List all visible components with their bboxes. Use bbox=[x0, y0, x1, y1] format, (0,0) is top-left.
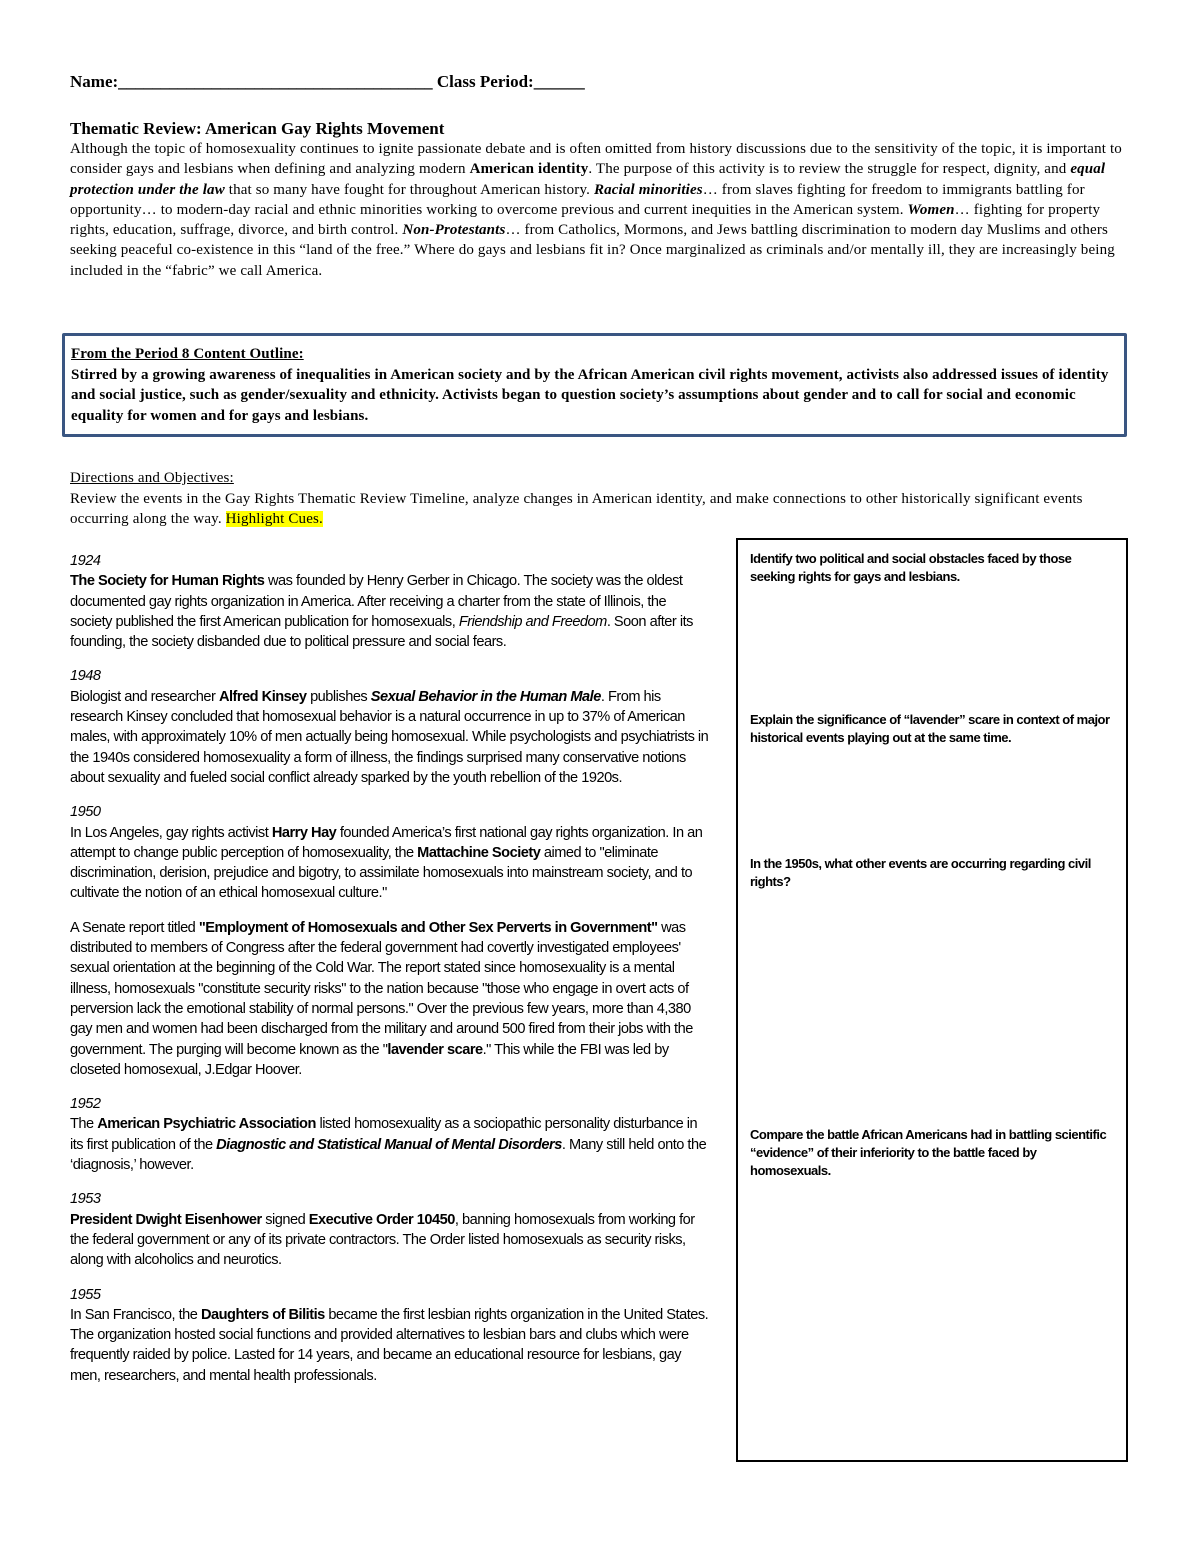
entry-text: President Dwight Eisenhower signed Executive Order 10450, banning homosexuals from working for the federal government or any of its private contractors. The Order listed homosexuals as security risks, along with alcoholics and neurotics. bbox=[70, 1211, 695, 1269]
question-3: In the 1950s, what other events are occurring regarding civil rights? bbox=[750, 856, 1091, 889]
timeline-entry-1924 bbox=[70, 551, 710, 652]
entry-year: 1948 bbox=[70, 668, 101, 685]
question-1: Identify two political and social obstacles faced by those seeking rights for gays and lesbians. bbox=[750, 551, 1072, 584]
name-blank[interactable]: _____________________________________ bbox=[118, 72, 433, 91]
timeline-entry-1953 bbox=[70, 1189, 710, 1270]
question-2: Explain the significance of “lavender” scare in context of major historical events playing out at the same time. bbox=[750, 712, 1110, 745]
entry-text: The American Psychiatric Association listed homosexuality as a sociopathic personality disturbance in its first publication of the Diagnostic and Statistical Manual of Mental Disorders. Many still held onto the ‘diagnosis,’ however. bbox=[70, 1116, 707, 1174]
entry-year: 1955 bbox=[70, 1286, 101, 1303]
questions-box[interactable] bbox=[736, 538, 1128, 1462]
highlight-cues: Highlight Cues. bbox=[225, 511, 323, 527]
directions-heading: Directions and Objectives: bbox=[70, 470, 234, 486]
entry-year: 1950 bbox=[70, 804, 101, 821]
content-outline-heading: From the Period 8 Content Outline: bbox=[71, 346, 304, 362]
class-period-blank[interactable]: ______ bbox=[533, 72, 585, 91]
entry-year: 1924 bbox=[70, 553, 101, 569]
timeline-entry-1950-senate-report bbox=[70, 918, 710, 1080]
entry-text: The Society for Human Rights was founded by Henry Gerber in Chicago. The society was the oldest documented gay rights organization in America. After receiving a charter from the state of Illinois, the society published the first American publication for homosexuals, Friendship and Freedom. Soon after its founding, the society disbanded due to political pressure and social fears. bbox=[70, 573, 693, 651]
entry-year: 1953 bbox=[70, 1191, 101, 1208]
entry-year: 1952 bbox=[70, 1096, 101, 1113]
timeline-entry-1952 bbox=[70, 1094, 710, 1175]
entry-text: A Senate report titled "Employment of Homosexuals and Other Sex Perverts in Government" was distributed to members of Congress after the federal government had covertly investigated employees' sexual orientation at the beginning of the Cold War. The report stated since homosexuality is a mental illness, homosexuals "constitute security risks" to the nation because "those who engage in overt acts of perversion lack the emotional stability of normal persons." Over the previous few years, more than 4,380 gay men and women had been discharged from the military and around 500 fired from their jobs with the government. The purging will become known as the "lavender scare." This while the FBI was led by closeted homosexual, J.Edgar Hoover. bbox=[70, 919, 693, 1078]
entry-text: In San Francisco, the Daughters of Bilitis became the first lesbian rights organization in the United States. The organization hosted social functions and provided alternatives to lesbian bars and clubs which were frequently raided by police. Lasted for 14 years, and became an educational resource for lesbians, gay men, researchers, and mental health professionals. bbox=[70, 1306, 709, 1384]
directions-section bbox=[70, 468, 1132, 530]
intro-section bbox=[70, 118, 1132, 281]
entry-text: Biologist and researcher Alfred Kinsey publishes Sexual Behavior in the Human Male. From his research Kinsey concluded that homosexual behavior is a natural occurrence in up to 37% of American males, with approximately 10% of men actually being homosexual. While psychologists and psychiatrists in the 1940s considered homosexuality a form of illness, the findings surprised many conservative notions about sexuality and fueled social conflict already sparked by the youth rebellion of the 1920s. bbox=[70, 688, 709, 786]
timeline-entry-1948 bbox=[70, 666, 710, 788]
name-class-line bbox=[70, 72, 770, 92]
timeline bbox=[70, 551, 710, 1400]
timeline-entry-1950 bbox=[70, 802, 710, 903]
timeline-entry-1955 bbox=[70, 1285, 710, 1386]
class-period-label: Class Period: bbox=[436, 72, 534, 91]
question-4: Compare the battle African Americans had in battling scientific “evidence” of their inferiority to the battle faced by homosexuals. bbox=[750, 1127, 1107, 1178]
name-label: Name: bbox=[70, 72, 119, 91]
content-outline-text: Stirred by a growing awareness of inequalities in American society and by the African American civil rights movement, activists also addressed issues of identity and social justice, such as gender/sexuality and ethnicity. Activists began to question society’s assumptions about gender and to call for social and economic equality for women and for gays and lesbians. bbox=[71, 366, 1109, 424]
content-outline-box bbox=[62, 333, 1127, 437]
directions-text: Review the events in the Gay Rights Thematic Review Timeline, analyze changes in American identity, and make connections to other historically significant events occurring along the way. Highlight Cues. bbox=[70, 490, 1083, 527]
entry-text: In Los Angeles, gay rights activist Harry Hay founded America’s first national gay rights organization. In an attempt to change public perception of homosexuality, the Mattachine Society aimed to "eliminate discrimination, derision, prejudice and bigotry, to assimilate homosexuals into mainstream society, and to cultivate the notion of an ethical homosexual culture." bbox=[70, 824, 703, 902]
document-title: Thematic Review: American Gay Rights Movement bbox=[70, 119, 445, 138]
intro-paragraph: Although the topic of homosexuality continues to ignite passionate debate and is often omitted from history discussions due to the sensitivity of the topic, it is important to consider gays and lesbians when defining and analyzing modern American identity. The purpose of this activity is to review the struggle for respect, dignity, and equal protection under the law that so many have fought for throughout American history. Racial minorities… from slaves fighting for freedom to immigrants battling for opportunity… to modern-day racial and ethnic minorities working to overcome previous and current inequities in the American system. Women… fighting for property rights, education, suffrage, divorce, and birth control. Non-Protestants… from Catholics, Mormons, and Jews battling discrimination to modern day Muslims and others seeking peaceful co-existence in this “land of the free.” Where do gays and lesbians fit in? Once marginalized as criminals and/or mentally ill, they are increasingly being included in the “fabric” we call America. bbox=[70, 141, 1122, 279]
